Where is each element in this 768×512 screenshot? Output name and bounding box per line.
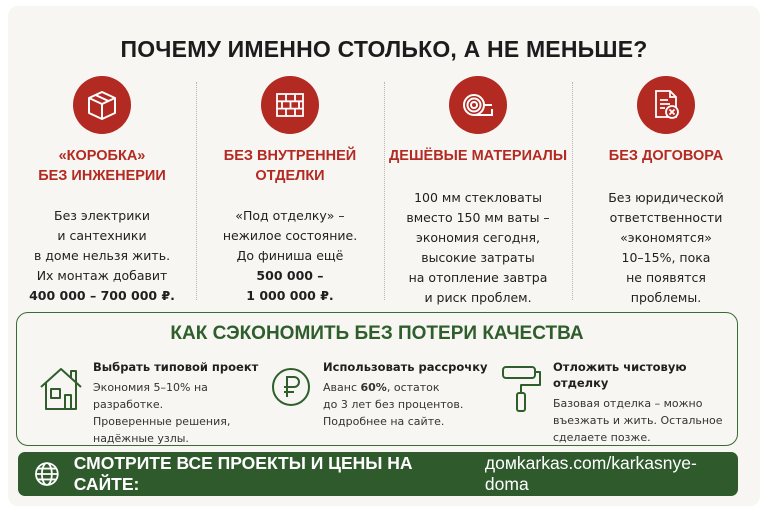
infographic-card <box>8 6 760 506</box>
contract-cancel-icon <box>637 76 695 134</box>
reason-text-line: 10–15%, пока <box>621 250 711 265</box>
reason-text-line: экономия сегодня, <box>415 230 540 245</box>
reason-text-line: ответственности <box>609 210 723 225</box>
reason-price: 500 000 – <box>256 268 324 283</box>
tip-heading: Отложить чистовую отделку <box>553 360 687 390</box>
tip-text-line: до 3 лет без процентов. <box>323 398 464 411</box>
tip-text-line: Подробнее на сайте. <box>323 415 445 428</box>
tips-row <box>37 359 727 447</box>
tip-text-line: въезжать и жить. Остальное <box>553 414 723 427</box>
website-banner[interactable] <box>18 452 738 496</box>
tip-text-line: Аванс 60%, остаток <box>323 381 440 394</box>
box-icon <box>73 76 131 134</box>
house-icon <box>37 359 85 419</box>
reason-price: 400 000 – 700 000 ₽. <box>29 288 175 303</box>
reason-price: 1 000 000 ₽. <box>246 288 334 303</box>
reason-text-line: Без юридической <box>608 190 724 205</box>
reason-title-line: ОТДЕЛКИ <box>255 168 325 184</box>
reason-text-line: «экономятся» <box>620 230 712 245</box>
reason-text-line: «Под отделку» – <box>235 208 345 223</box>
reason-text-line: 100 мм стекловаты <box>414 190 542 205</box>
paint-roller-icon <box>497 359 545 419</box>
ruble-coin-icon <box>267 359 315 419</box>
tip-text-line: Экономия 5–10% на разработке. <box>93 381 208 411</box>
reason-text-line: высокие затраты <box>421 250 535 265</box>
reason-text-line: на отопление завтра <box>408 270 548 285</box>
reason-title-line: БЕЗ ИНЖЕНЕРИИ <box>38 168 166 184</box>
reason-text-line: Без электрики <box>54 208 150 223</box>
reason-text-line: До финиша ещё <box>236 248 344 263</box>
insulation-roll-icon <box>449 76 507 134</box>
website-link[interactable]: домkarkas.com/karkasnye-doma <box>484 453 697 494</box>
tip-text-line: Базовая отделка – можно <box>553 397 703 410</box>
brick-wall-icon <box>261 76 319 134</box>
tip-installment <box>267 359 497 447</box>
tip-text-line: Проверенные решения, <box>93 415 231 428</box>
reason-text-line: Их монтаж добавит <box>36 268 168 283</box>
savings-title: КАК СЭКОНОМИТЬ БЕЗ ПОТЕРИ КАЧЕСТВА <box>170 323 584 344</box>
page-title: ПОЧЕМУ ИМЕННО СТОЛЬКО, А НЕ МЕНЬШЕ? <box>120 36 648 62</box>
reason-text-line: в доме нельзя жить. <box>33 248 171 263</box>
advance-percent: 60% <box>360 381 387 394</box>
tip-text-line: надёжные узлы. <box>93 432 189 445</box>
reason-no-contract <box>572 72 760 305</box>
reason-text-line: и риск проблем. <box>424 290 532 305</box>
tip-text-line: сделаете позже. <box>553 431 651 444</box>
reason-text-line: и сантехники <box>57 228 147 243</box>
tip-heading: Использовать рассрочку <box>323 360 488 374</box>
banner-label: СМОТРИТЕ ВСЕ ПРОЕКТЫ И ЦЕНЫ НА САЙТЕ: <box>73 453 413 494</box>
reason-text-line: вместо 150 мм ваты – <box>406 210 550 225</box>
reason-text-line: проблемы. <box>630 290 702 305</box>
reason-title-line: «КОРОБКА» <box>58 148 146 164</box>
tip-typical-project <box>37 359 267 447</box>
tip-heading: Выбрать типовой проект <box>93 360 259 374</box>
reason-cheap-materials <box>384 72 572 305</box>
reason-title-line: БЕЗ ДОГОВОРА <box>608 148 724 164</box>
reason-no-engineering <box>8 72 196 302</box>
globe-icon <box>34 461 60 487</box>
reason-title-line: БЕЗ ВНУТРЕННЕЙ <box>223 148 357 164</box>
tip-defer-finishing <box>497 359 727 447</box>
reason-title-line: ДЕШЁВЫЕ МАТЕРИАЛЫ <box>388 148 568 164</box>
reason-text-line: нежилое состояние. <box>222 228 358 243</box>
reason-no-finishing <box>196 72 384 302</box>
reason-text-line: не появятся <box>626 270 706 285</box>
savings-panel <box>16 312 738 446</box>
reasons-row <box>8 72 760 305</box>
